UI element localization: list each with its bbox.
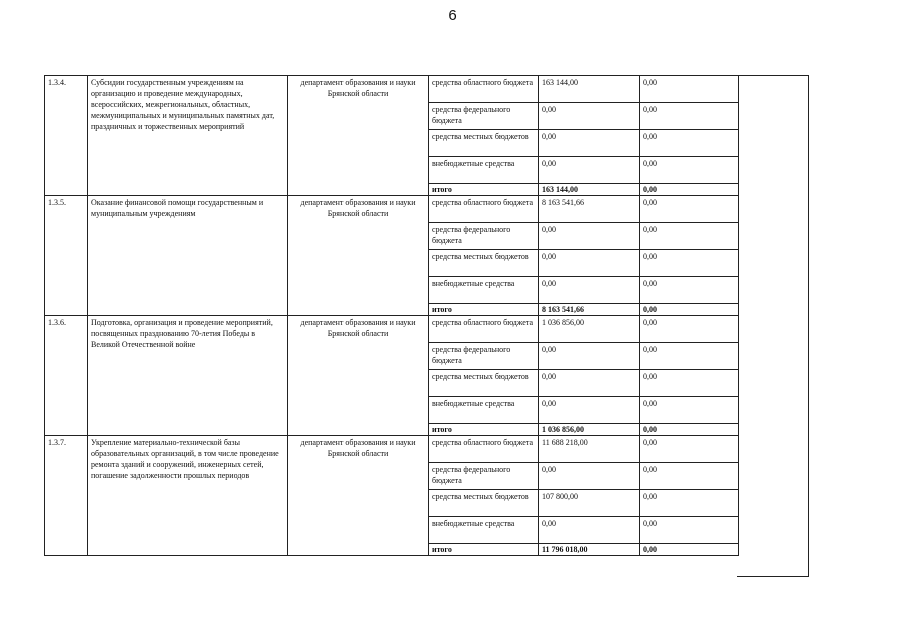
amount-value: 0,00 <box>539 517 640 544</box>
amount-value: 11 688 218,00 <box>539 436 640 463</box>
amount-value-2: 0,00 <box>640 370 739 397</box>
responsible-department: департамент образования и науки Брянской области <box>288 316 429 436</box>
total-value: 1 036 856,00 <box>539 424 640 436</box>
empty-right-column <box>737 75 809 577</box>
budget-table-body <box>45 76 739 556</box>
total-label: итого <box>429 544 539 556</box>
funding-source: средства местных бюджетов <box>429 250 539 277</box>
table-row <box>45 196 739 223</box>
funding-source: средства областного бюджета <box>429 76 539 103</box>
table-row <box>45 316 739 343</box>
funding-source: средства федерального бюджета <box>429 463 539 490</box>
funding-source: средства областного бюджета <box>429 436 539 463</box>
total-value: 163 144,00 <box>539 184 640 196</box>
funding-source: средства федерального бюджета <box>429 343 539 370</box>
funding-source: средства федерального бюджета <box>429 103 539 130</box>
funding-source: средства местных бюджетов <box>429 130 539 157</box>
amount-value-2: 0,00 <box>640 490 739 517</box>
amount-value: 0,00 <box>539 223 640 250</box>
funding-source: средства областного бюджета <box>429 196 539 223</box>
amount-value: 163 144,00 <box>539 76 640 103</box>
item-number: 1.3.7. <box>45 436 88 556</box>
amount-value: 107 800,00 <box>539 490 640 517</box>
item-number: 1.3.6. <box>45 316 88 436</box>
amount-value: 0,00 <box>539 463 640 490</box>
total-label: итого <box>429 184 539 196</box>
total-value: 8 163 541,66 <box>539 304 640 316</box>
funding-source: средства областного бюджета <box>429 316 539 343</box>
table-row <box>45 436 739 463</box>
responsible-department: департамент образования и науки Брянской области <box>288 436 429 556</box>
amount-value-2: 0,00 <box>640 250 739 277</box>
amount-value-2: 0,00 <box>640 157 739 184</box>
amount-value: 0,00 <box>539 370 640 397</box>
amount-value-2: 0,00 <box>640 76 739 103</box>
amount-value-2: 0,00 <box>640 223 739 250</box>
amount-value-2: 0,00 <box>640 277 739 304</box>
funding-source: средства местных бюджетов <box>429 370 539 397</box>
total-value: 11 796 018,00 <box>539 544 640 556</box>
funding-source: внебюджетные средства <box>429 397 539 424</box>
funding-source: средства местных бюджетов <box>429 490 539 517</box>
amount-value: 8 163 541,66 <box>539 196 640 223</box>
amount-value-2: 0,00 <box>640 130 739 157</box>
item-number: 1.3.4. <box>45 76 88 196</box>
budget-table <box>44 75 739 556</box>
funding-source: средства федерального бюджета <box>429 223 539 250</box>
funding-source: внебюджетные средства <box>429 517 539 544</box>
responsible-department: департамент образования и науки Брянской области <box>288 76 429 196</box>
amount-value-2: 0,00 <box>640 103 739 130</box>
amount-value-2: 0,00 <box>640 436 739 463</box>
total-label: итого <box>429 304 539 316</box>
amount-value: 0,00 <box>539 157 640 184</box>
total-label: итого <box>429 424 539 436</box>
responsible-department: департамент образования и науки Брянской области <box>288 196 429 316</box>
amount-value: 0,00 <box>539 397 640 424</box>
total-value-2: 0,00 <box>640 304 739 316</box>
page-number: 6 <box>448 7 457 24</box>
amount-value: 0,00 <box>539 343 640 370</box>
amount-value-2: 0,00 <box>640 517 739 544</box>
total-value-2: 0,00 <box>640 424 739 436</box>
item-name: Укрепление материально-технической базы образовательных организаций, в том числе проведение ремонта зданий и сооружений, инженерных сетей, погашение задолженности прошлых периодов <box>88 436 288 556</box>
table-row <box>45 76 739 103</box>
amount-value-2: 0,00 <box>640 463 739 490</box>
item-name: Подготовка, организация и проведение мероприятий, посвященных празднованию 70-летия Победы в Великой Отечественной войне <box>88 316 288 436</box>
total-value-2: 0,00 <box>640 544 739 556</box>
amount-value: 0,00 <box>539 250 640 277</box>
amount-value-2: 0,00 <box>640 196 739 223</box>
total-value-2: 0,00 <box>640 184 739 196</box>
amount-value-2: 0,00 <box>640 316 739 343</box>
amount-value-2: 0,00 <box>640 397 739 424</box>
item-name: Оказание финансовой помощи государственным и муниципальным учреждениям <box>88 196 288 316</box>
amount-value: 0,00 <box>539 130 640 157</box>
item-name: Субсидии государственным учреждениям на организацию и проведение международных, всероссийских, межрегиональных, областных, межмуниципальных и муниципальных памятных дат, праздничных и торжественных мероприятий <box>88 76 288 196</box>
amount-value: 0,00 <box>539 103 640 130</box>
item-number: 1.3.5. <box>45 196 88 316</box>
amount-value: 1 036 856,00 <box>539 316 640 343</box>
amount-value-2: 0,00 <box>640 343 739 370</box>
funding-source: внебюджетные средства <box>429 157 539 184</box>
funding-source: внебюджетные средства <box>429 277 539 304</box>
amount-value: 0,00 <box>539 277 640 304</box>
